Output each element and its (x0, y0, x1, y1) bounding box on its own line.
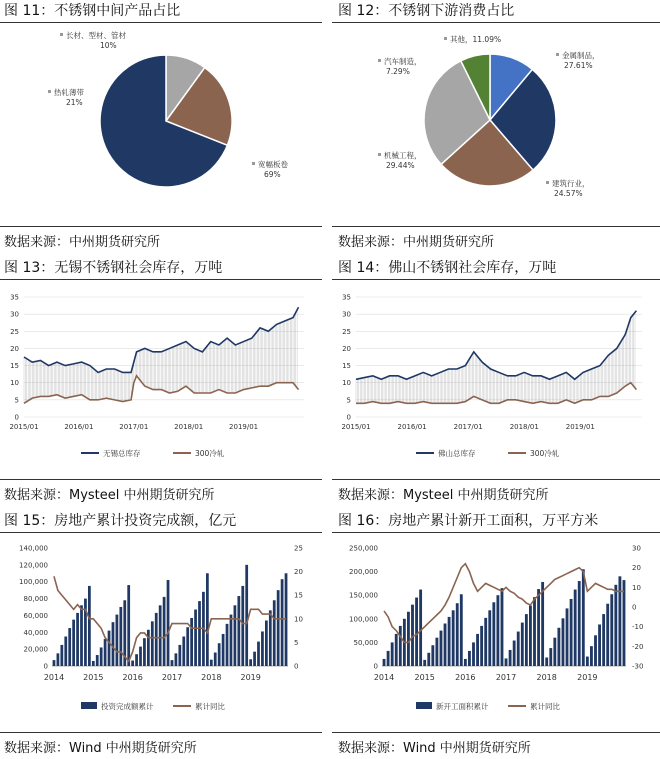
combo16-bar-38 (537, 589, 540, 666)
line14-xtick-0: 2015/01 (341, 423, 371, 431)
source-rule-14 (332, 479, 660, 480)
pie-chart-11 (0, 24, 322, 224)
line13-xtick-1: 2016/01 (64, 423, 94, 431)
combo15-bar-0 (53, 660, 56, 666)
combo15-ytick-3: 60,000 (23, 611, 48, 620)
combo15-bar-48 (241, 586, 244, 666)
combo15-ytick-2: 40,000 (23, 628, 48, 637)
line14-ytick-2: 10 (342, 379, 351, 388)
line14-ytick-3: 15 (342, 362, 351, 371)
line14-legend-label-1: 300冷轧 (530, 449, 560, 458)
combo16-y2tick-0: -30 (632, 662, 644, 671)
data-source-14: 数据来源：Mysteel 中州期货研究所 (338, 488, 549, 503)
combo16-y2tick-5: 20 (632, 564, 641, 573)
line13-legend-label-0: 无锡总库存 (103, 449, 141, 458)
combo15-xtick-0: 2014 (43, 673, 65, 682)
combo15-bar-4 (68, 628, 71, 666)
line14-xtick-2: 2017/01 (453, 423, 483, 431)
combo16-y2tick-2: -10 (632, 623, 644, 632)
pie11-label-marker-0 (60, 33, 63, 36)
combo15-bar-28 (163, 597, 166, 666)
pie12-value-3: 29.44% (386, 161, 415, 170)
combo15-bar-12 (100, 647, 103, 666)
pie12-value-4: 7.29% (386, 67, 410, 76)
combo15-bar-50 (249, 659, 252, 666)
combo16-bar-51 (590, 646, 593, 666)
combo16-legend-label-1: 累计同比 (530, 702, 560, 711)
combo15-ytick-1: 20,000 (23, 645, 48, 654)
combo16-bar-31 (509, 650, 512, 666)
combo15-y2tick-0: 0 (294, 662, 299, 671)
combo16-bar-45 (566, 608, 569, 666)
combo16-bar-14 (440, 631, 443, 666)
line13-ytick-7: 35 (10, 293, 19, 302)
source-rule-15 (0, 732, 322, 733)
combo15-bar-37 (198, 601, 201, 666)
line-chart-14 (332, 281, 660, 477)
combo16-ytick-4: 200,000 (349, 568, 378, 577)
combo16-y2tick-1: -20 (632, 642, 644, 651)
combo16-bar-46 (570, 599, 573, 666)
combo16-bar-59 (623, 580, 626, 666)
combo15-bar-1 (57, 653, 60, 666)
combo16-bar-10 (423, 660, 426, 666)
combo16-bar-18 (456, 603, 459, 666)
combo16-bar-53 (598, 624, 601, 666)
combo15-xtick-4: 2018 (201, 673, 222, 682)
combo16-bar-33 (517, 632, 520, 666)
line14-ytick-4: 20 (342, 344, 351, 353)
combo16-bar-19 (460, 594, 463, 666)
combo15-bar-5 (72, 620, 75, 666)
combo16-legend-label-0: 新开工面积累计 (436, 702, 489, 711)
combo15-bar-56 (273, 600, 276, 666)
chart-title-13: 图 13：无锡不锈钢社会库存，万吨 (4, 260, 223, 276)
combo16-bar-49 (582, 569, 585, 666)
combo16-bar-17 (452, 610, 455, 666)
title-rule-11 (0, 22, 322, 23)
pie11-label-marker-2 (252, 162, 255, 165)
combo16-bar-34 (521, 623, 524, 666)
combo16-bar-2 (391, 642, 394, 666)
line13-ytick-5: 25 (10, 327, 19, 336)
line13-xtick-0: 2015/01 (9, 423, 39, 431)
combo16-ytick-0: 0 (373, 662, 378, 671)
combo15-bar-31 (175, 653, 178, 666)
combo15-bar-21 (135, 654, 138, 666)
combo16-bar-3 (395, 634, 398, 666)
combo15-bar-24 (147, 630, 150, 666)
combo15-y2tick-3: 15 (294, 591, 303, 600)
title-rule-14 (332, 279, 660, 280)
combo16-xtick-2: 2016 (455, 673, 476, 682)
combo16-xtick-1: 2015 (414, 673, 435, 682)
combo16-ytick-1: 50,000 (353, 638, 378, 647)
combo15-bar-43 (222, 634, 225, 666)
combo15-bar-7 (80, 605, 83, 666)
combo15-bar-58 (281, 579, 284, 666)
pie12-label-3: 机械工程， (384, 151, 422, 160)
combo15-bar-26 (155, 613, 158, 666)
combo15-bar-10 (92, 661, 95, 666)
combo15-bar-57 (277, 590, 280, 666)
line14-xtick-1: 2016/01 (397, 423, 427, 431)
combo16-bar-54 (602, 614, 605, 666)
combo15-bar-13 (104, 639, 107, 666)
combo16-bar-44 (562, 618, 565, 666)
combo16-bar-25 (484, 618, 487, 666)
combo15-bar-51 (253, 652, 256, 666)
combo16-bar-37 (533, 597, 536, 666)
combo15-bar-46 (234, 605, 237, 666)
line13-ytick-6: 30 (10, 310, 19, 319)
pie12-label-marker-0 (444, 37, 447, 40)
pie11-value-1: 21% (66, 98, 83, 107)
combo16-bar-4 (399, 626, 402, 666)
line14-ytick-6: 30 (342, 310, 351, 319)
pie12-label-marker-1 (556, 53, 559, 56)
combo15-bar-29 (167, 580, 170, 666)
line13-xtick-2: 2017/01 (119, 423, 149, 431)
combo15-legend-label-1: 累计同比 (195, 702, 225, 711)
pie12-value-2: 24.57% (554, 189, 583, 198)
line13-ytick-1: 5 (14, 396, 19, 405)
combo-chart-16 (332, 534, 660, 730)
pie12-label-marker-4 (378, 59, 381, 62)
chart-title-15: 图 15：房地产累计投资完成额，亿元 (4, 513, 237, 529)
combo16-bar-50 (586, 657, 589, 666)
combo16-bar-13 (435, 638, 438, 666)
combo15-y2tick-2: 10 (294, 615, 303, 624)
source-rule-11 (0, 226, 322, 227)
combo16-legend-swatch-0 (416, 702, 432, 709)
combo16-bar-57 (614, 585, 617, 666)
line13-ytick-4: 20 (10, 344, 19, 353)
combo16-ytick-5: 250,000 (349, 544, 378, 553)
pie12-label-marker-2 (546, 181, 549, 184)
combo15-bar-14 (108, 631, 111, 666)
combo15-bar-52 (257, 642, 260, 666)
combo15-bar-32 (178, 645, 181, 666)
combo16-bar-52 (594, 635, 597, 666)
pie12-label-marker-3 (378, 153, 381, 156)
combo15-ytick-6: 120,000 (19, 561, 48, 570)
pie12-label-2: 建筑行业， (552, 179, 590, 188)
combo16-bar-24 (480, 626, 483, 666)
pie11-label-1: 热轧薄带 (54, 88, 84, 97)
combo16-bar-23 (476, 634, 479, 666)
chart-title-14: 图 14：佛山不锈钢社会库存，万吨 (338, 260, 557, 276)
combo15-bar-41 (214, 653, 217, 666)
combo16-bar-35 (525, 614, 528, 666)
pie11-value-0: 10% (100, 41, 117, 50)
source-rule-16 (332, 732, 660, 733)
combo16-bar-47 (574, 590, 577, 666)
combo15-bar-11 (96, 655, 99, 666)
pie11-label-0: 长材、型材、管材 (66, 31, 126, 40)
combo15-bar-36 (194, 610, 197, 666)
combo16-bar-30 (505, 658, 508, 666)
combo15-bar-40 (210, 660, 213, 666)
combo15-bar-19 (127, 585, 130, 666)
combo15-bar-30 (171, 660, 174, 666)
title-rule-13 (0, 279, 322, 280)
combo15-bar-20 (131, 661, 134, 666)
combo15-bar-22 (139, 647, 142, 666)
combo16-bar-56 (610, 594, 613, 666)
title-rule-16 (332, 532, 660, 533)
combo16-bar-42 (553, 638, 556, 666)
combo15-bar-27 (159, 605, 162, 666)
data-source-11: 数据来源：中州期货研究所 (4, 235, 161, 250)
combo15-xtick-2: 2016 (122, 673, 143, 682)
pie-chart-12 (332, 24, 660, 224)
combo16-bar-6 (407, 612, 410, 666)
title-rule-12 (332, 22, 660, 23)
combo15-bar-47 (237, 596, 240, 666)
combo16-ytick-3: 150,000 (349, 591, 378, 600)
combo16-bar-12 (431, 645, 434, 666)
combo15-bar-17 (119, 607, 122, 666)
combo16-bar-39 (541, 582, 544, 666)
combo16-y2tick-6: 30 (632, 544, 641, 553)
combo16-xtick-4: 2018 (536, 673, 557, 682)
pie12-label-0: 其他，11.09% (450, 35, 502, 44)
line14-xtick-4: 2019/01 (565, 423, 595, 431)
pie11-label-2: 宽幅板卷 (258, 160, 288, 169)
combo15-bar-55 (269, 610, 272, 666)
line14-ytick-5: 25 (342, 327, 351, 336)
combo15-bar-42 (218, 643, 221, 666)
combo15-bar-34 (186, 627, 189, 666)
pie11-value-2: 69% (264, 170, 281, 179)
combo16-bar-16 (448, 617, 451, 666)
combo16-bar-1 (387, 651, 390, 666)
chart-title-11: 图 11：不锈钢中间产品占比 (4, 3, 181, 19)
chart-title-12: 图 12：不锈钢下游消费占比 (338, 3, 515, 19)
combo16-bar-36 (529, 606, 532, 666)
combo15-bar-23 (143, 638, 146, 666)
combo16-bar-8 (415, 598, 418, 666)
line13-ytick-3: 15 (10, 362, 19, 371)
line-chart-13 (0, 281, 322, 477)
line14-ytick-0: 0 (346, 413, 351, 422)
combo16-bar-20 (464, 659, 467, 666)
combo16-bar-26 (488, 610, 491, 666)
combo16-xtick-0: 2014 (373, 673, 395, 682)
combo-chart-15 (0, 534, 322, 730)
combo15-bar-45 (230, 615, 233, 666)
combo16-bar-21 (468, 651, 471, 666)
combo15-bar-3 (64, 637, 67, 667)
combo15-bar-25 (151, 621, 154, 666)
combo16-bar-28 (496, 595, 499, 666)
line14-ytick-7: 35 (342, 293, 351, 302)
combo16-bar-27 (492, 602, 495, 666)
combo15-bar-33 (182, 637, 185, 667)
chart-title-16: 图 16：房地产累计新开工面积，万平方米 (338, 513, 599, 529)
line13-ytick-2: 10 (10, 379, 19, 388)
combo15-xtick-5: 2019 (240, 673, 261, 682)
combo15-ytick-0: 0 (43, 662, 48, 671)
combo15-bar-49 (245, 565, 248, 666)
data-source-13: 数据来源：Mysteel 中州期货研究所 (4, 488, 215, 503)
combo15-y2tick-1: 5 (294, 638, 299, 647)
line14-ytick-1: 5 (346, 396, 351, 405)
combo15-ytick-4: 80,000 (23, 595, 48, 604)
line13-legend-label-1: 300冷轧 (195, 449, 225, 458)
combo15-ytick-7: 140,000 (19, 544, 48, 553)
combo16-xtick-3: 2017 (495, 673, 517, 682)
combo16-bar-15 (444, 624, 447, 666)
combo16-bar-58 (618, 576, 621, 666)
combo15-bar-39 (206, 573, 209, 666)
combo15-bar-53 (261, 631, 264, 666)
data-source-16: 数据来源：Wind 中州期货研究所 (338, 741, 531, 756)
combo15-ytick-5: 100,000 (19, 578, 48, 587)
combo16-bar-0 (383, 659, 386, 666)
combo15-bar-9 (88, 586, 91, 666)
source-rule-12 (332, 226, 660, 227)
pie11-label-marker-1 (48, 90, 51, 93)
combo16-bar-43 (557, 628, 560, 666)
pie12-label-1: 金属制品， (562, 51, 600, 60)
combo16-bar-9 (419, 590, 422, 666)
combo16-bar-32 (513, 641, 516, 666)
combo15-bar-54 (265, 620, 268, 666)
combo16-y2tick-3: 0 (632, 603, 637, 612)
combo15-bar-59 (285, 573, 288, 666)
line13-ytick-0: 0 (14, 413, 19, 422)
source-rule-13 (0, 479, 322, 480)
pie12-label-4: 汽车制造， (384, 57, 422, 66)
combo16-bar-41 (549, 648, 552, 666)
combo16-ytick-2: 100,000 (349, 615, 378, 624)
combo15-bar-6 (76, 613, 79, 666)
combo16-bar-29 (501, 588, 504, 666)
combo16-y2tick-4: 10 (632, 583, 641, 592)
combo15-bar-35 (190, 618, 193, 666)
combo15-y2tick-5: 25 (294, 544, 303, 553)
combo15-bar-2 (60, 645, 63, 666)
data-source-15: 数据来源：Wind 中州期货研究所 (4, 741, 197, 756)
combo15-legend-label-0: 投资完成额累计 (101, 702, 154, 711)
combo15-bar-16 (116, 615, 119, 666)
combo15-xtick-1: 2015 (83, 673, 104, 682)
pie12-value-1: 27.61% (564, 61, 593, 70)
combo16-bar-11 (427, 653, 430, 666)
title-rule-15 (0, 532, 322, 533)
combo16-bar-48 (578, 581, 581, 666)
combo15-bar-44 (226, 624, 229, 666)
combo15-xtick-3: 2017 (161, 673, 183, 682)
combo16-xtick-5: 2019 (577, 673, 598, 682)
combo15-y2tick-4: 20 (294, 568, 303, 577)
combo16-bar-40 (545, 658, 548, 666)
combo16-bar-55 (606, 604, 609, 666)
line14-xtick-3: 2018/01 (509, 423, 539, 431)
line13-xtick-3: 2018/01 (174, 423, 204, 431)
combo15-legend-swatch-0 (81, 702, 97, 709)
data-source-12: 数据来源：中州期货研究所 (338, 235, 495, 250)
combo16-bar-22 (472, 642, 475, 666)
line13-xtick-4: 2019/01 (229, 423, 259, 431)
line14-legend-label-0: 佛山总库存 (438, 449, 476, 458)
combo15-bar-15 (112, 622, 115, 666)
